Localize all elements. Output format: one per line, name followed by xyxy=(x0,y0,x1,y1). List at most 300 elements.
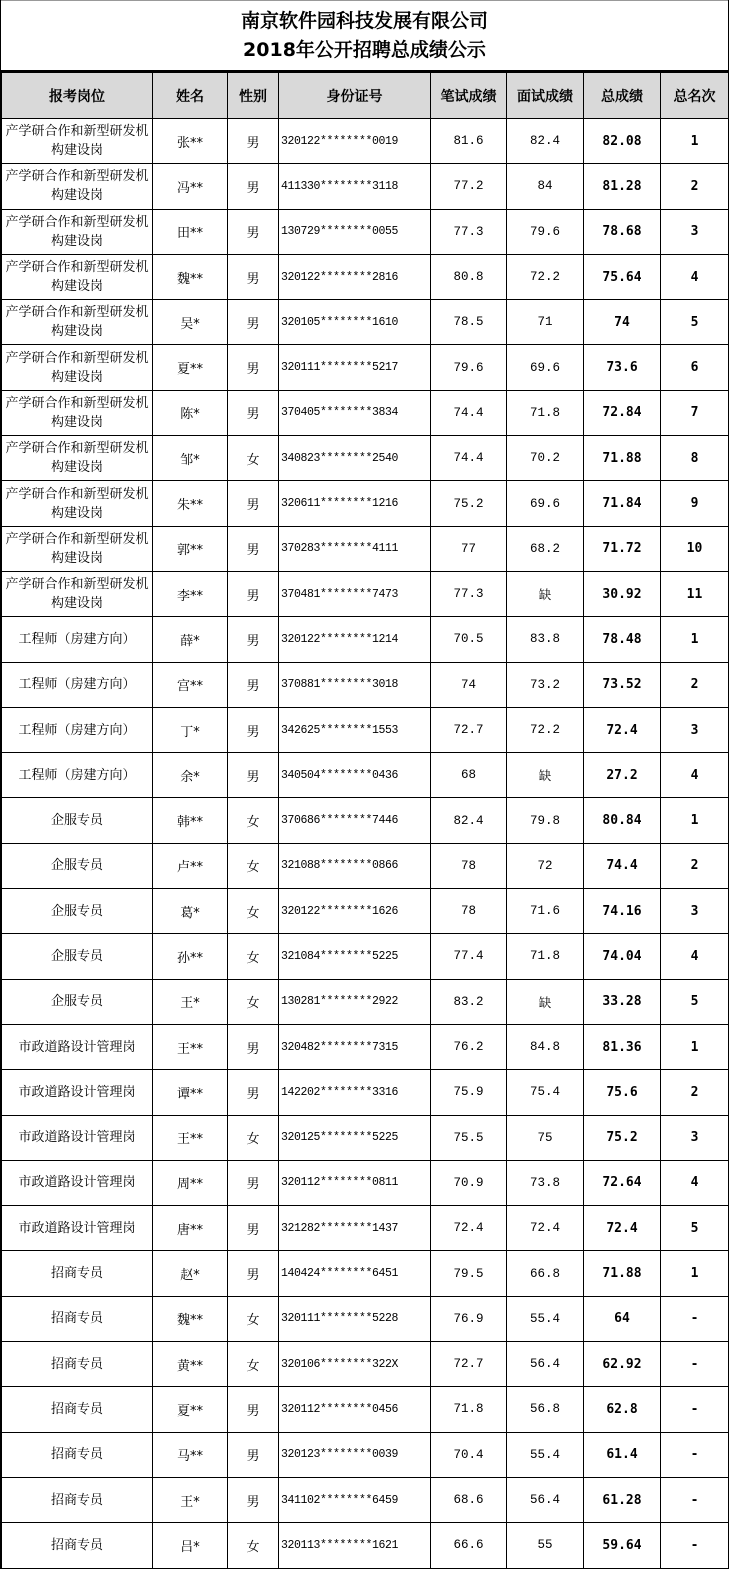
position-cell: 市政道路设计管理岗 xyxy=(2,1070,153,1115)
id-number-cell: 130281********2922 xyxy=(279,979,431,1024)
table-row xyxy=(2,300,729,345)
gender-cell: 男 xyxy=(228,390,279,435)
id-number-cell: 140424********6451 xyxy=(279,1251,431,1296)
table-row xyxy=(2,707,729,752)
name-cell: 赵* xyxy=(153,1251,228,1296)
gender-cell: 男 xyxy=(228,662,279,707)
name-cell: 王** xyxy=(153,1024,228,1069)
total-score-cell: 75.64 xyxy=(584,254,661,299)
total-score-cell: 27.2 xyxy=(584,753,661,798)
rank-cell: 3 xyxy=(661,707,729,752)
written-score-cell: 70.9 xyxy=(431,1160,507,1205)
written-score-cell: 82.4 xyxy=(431,798,507,843)
table-row xyxy=(2,1070,729,1115)
name-cell: 唐** xyxy=(153,1206,228,1251)
table-row xyxy=(2,436,729,481)
id-number-cell: 411330********3118 xyxy=(279,164,431,209)
written-score-cell: 77 xyxy=(431,526,507,571)
id-number-cell: 320105********1610 xyxy=(279,300,431,345)
name-cell: 孙** xyxy=(153,934,228,979)
total-score-cell: 73.52 xyxy=(584,662,661,707)
name-cell: 邹* xyxy=(153,436,228,481)
table-row xyxy=(2,481,729,526)
name-cell: 王** xyxy=(153,1115,228,1160)
position-cell: 招商专员 xyxy=(2,1251,153,1296)
written-score-cell: 75.9 xyxy=(431,1070,507,1115)
table-row xyxy=(2,1477,729,1522)
written-score-cell: 76.2 xyxy=(431,1024,507,1069)
id-number-cell: 370881********3018 xyxy=(279,662,431,707)
id-number-cell: 320122********1626 xyxy=(279,889,431,934)
header-id-number: 身份证号 xyxy=(279,73,431,119)
id-number-cell: 340504********0436 xyxy=(279,753,431,798)
gender-cell: 男 xyxy=(228,481,279,526)
interview-score-cell: 72.4 xyxy=(507,1206,584,1251)
id-number-cell: 370405********3834 xyxy=(279,390,431,435)
position-cell: 产学研合作和新型研发机构建设岗 xyxy=(2,300,153,345)
rank-cell: 1 xyxy=(661,798,729,843)
interview-score-cell: 82.4 xyxy=(507,119,584,164)
rank-cell: 3 xyxy=(661,209,729,254)
interview-score-cell: 69.6 xyxy=(507,345,584,390)
total-score-cell: 30.92 xyxy=(584,571,661,616)
table-row xyxy=(2,571,729,616)
rank-cell: 7 xyxy=(661,390,729,435)
table-row xyxy=(2,1342,729,1387)
position-cell: 招商专员 xyxy=(2,1296,153,1341)
interview-score-cell: 75 xyxy=(507,1115,584,1160)
name-cell: 韩** xyxy=(153,798,228,843)
header-rank: 总名次 xyxy=(661,73,729,119)
gender-cell: 男 xyxy=(228,1070,279,1115)
rank-cell: 2 xyxy=(661,843,729,888)
rank-cell: - xyxy=(661,1342,729,1387)
interview-score-cell: 71 xyxy=(507,300,584,345)
document-title xyxy=(1,0,728,72)
gender-cell: 男 xyxy=(228,254,279,299)
gender-cell: 男 xyxy=(228,526,279,571)
table-row xyxy=(2,1160,729,1205)
title-subject: 2018年公开招聘总成绩公示 xyxy=(243,38,486,61)
gender-cell: 男 xyxy=(228,345,279,390)
table-row xyxy=(2,934,729,979)
id-number-cell: 320106********322X xyxy=(279,1342,431,1387)
position-cell: 市政道路设计管理岗 xyxy=(2,1206,153,1251)
name-cell: 王* xyxy=(153,1477,228,1522)
total-score-cell: 71.72 xyxy=(584,526,661,571)
written-score-cell: 71.8 xyxy=(431,1387,507,1432)
position-cell: 产学研合作和新型研发机构建设岗 xyxy=(2,164,153,209)
id-number-cell: 341102********6459 xyxy=(279,1477,431,1522)
name-cell: 李** xyxy=(153,571,228,616)
position-cell: 招商专员 xyxy=(2,1432,153,1477)
position-cell: 市政道路设计管理岗 xyxy=(2,1024,153,1069)
rank-cell: 1 xyxy=(661,119,729,164)
written-score-cell: 66.6 xyxy=(431,1523,507,1568)
header-total-score: 总成绩 xyxy=(584,73,661,119)
name-cell: 夏** xyxy=(153,345,228,390)
gender-cell: 男 xyxy=(228,1432,279,1477)
interview-score-cell: 56.8 xyxy=(507,1387,584,1432)
rank-cell: - xyxy=(661,1296,729,1341)
header-interview-score: 面试成绩 xyxy=(507,73,584,119)
interview-score-cell: 缺 xyxy=(507,571,584,616)
gender-cell: 男 xyxy=(228,1160,279,1205)
position-cell: 产学研合作和新型研发机构建设岗 xyxy=(2,390,153,435)
gender-cell: 男 xyxy=(228,209,279,254)
written-score-cell: 68 xyxy=(431,753,507,798)
table-row xyxy=(2,526,729,571)
written-score-cell: 74 xyxy=(431,662,507,707)
id-number-cell: 340823********2540 xyxy=(279,436,431,481)
id-number-cell: 320112********0456 xyxy=(279,1387,431,1432)
total-score-cell: 74.4 xyxy=(584,843,661,888)
table-row xyxy=(2,979,729,1024)
rank-cell: 2 xyxy=(661,1070,729,1115)
position-cell: 产学研合作和新型研发机构建设岗 xyxy=(2,345,153,390)
written-score-cell: 79.5 xyxy=(431,1251,507,1296)
table-row xyxy=(2,345,729,390)
gender-cell: 女 xyxy=(228,1523,279,1568)
rank-cell: - xyxy=(661,1477,729,1522)
gender-cell: 女 xyxy=(228,1342,279,1387)
name-cell: 吴* xyxy=(153,300,228,345)
table-row xyxy=(2,1523,729,1568)
total-score-cell: 72.84 xyxy=(584,390,661,435)
name-cell: 余* xyxy=(153,753,228,798)
id-number-cell: 321282********1437 xyxy=(279,1206,431,1251)
table-row xyxy=(2,1387,729,1432)
gender-cell: 女 xyxy=(228,889,279,934)
gender-cell: 男 xyxy=(228,571,279,616)
name-cell: 朱** xyxy=(153,481,228,526)
total-score-cell: 59.64 xyxy=(584,1523,661,1568)
written-score-cell: 78 xyxy=(431,889,507,934)
id-number-cell: 320482********7315 xyxy=(279,1024,431,1069)
id-number-cell: 320122********0019 xyxy=(279,119,431,164)
written-score-cell: 75.2 xyxy=(431,481,507,526)
written-score-cell: 72.4 xyxy=(431,1206,507,1251)
table-row xyxy=(2,390,729,435)
position-cell: 企服专员 xyxy=(2,798,153,843)
interview-score-cell: 72 xyxy=(507,843,584,888)
interview-score-cell: 72.2 xyxy=(507,707,584,752)
name-cell: 周** xyxy=(153,1160,228,1205)
total-score-cell: 78.48 xyxy=(584,617,661,662)
rank-cell: 5 xyxy=(661,300,729,345)
total-score-cell: 71.88 xyxy=(584,436,661,481)
id-number-cell: 370686********7446 xyxy=(279,798,431,843)
total-score-cell: 75.6 xyxy=(584,1070,661,1115)
written-score-cell: 83.2 xyxy=(431,979,507,1024)
interview-score-cell: 84 xyxy=(507,164,584,209)
position-cell: 产学研合作和新型研发机构建设岗 xyxy=(2,526,153,571)
total-score-cell: 71.88 xyxy=(584,1251,661,1296)
rank-cell: 4 xyxy=(661,254,729,299)
rank-cell: 2 xyxy=(661,164,729,209)
name-cell: 吕* xyxy=(153,1523,228,1568)
id-number-cell: 320611********1216 xyxy=(279,481,431,526)
name-cell: 张** xyxy=(153,119,228,164)
position-cell: 招商专员 xyxy=(2,1477,153,1522)
position-cell: 企服专员 xyxy=(2,843,153,888)
gender-cell: 女 xyxy=(228,843,279,888)
table-row xyxy=(2,1251,729,1296)
position-cell: 招商专员 xyxy=(2,1523,153,1568)
written-score-cell: 74.4 xyxy=(431,436,507,481)
position-cell: 产学研合作和新型研发机构建设岗 xyxy=(2,571,153,616)
table-row xyxy=(2,753,729,798)
position-cell: 产学研合作和新型研发机构建设岗 xyxy=(2,209,153,254)
position-cell: 产学研合作和新型研发机构建设岗 xyxy=(2,254,153,299)
interview-score-cell: 71.8 xyxy=(507,390,584,435)
gender-cell: 女 xyxy=(228,934,279,979)
total-score-cell: 72.4 xyxy=(584,1206,661,1251)
written-score-cell: 70.4 xyxy=(431,1432,507,1477)
name-cell: 丁* xyxy=(153,707,228,752)
interview-score-cell: 68.2 xyxy=(507,526,584,571)
total-score-cell: 72.4 xyxy=(584,707,661,752)
position-cell: 工程师（房建方向） xyxy=(2,662,153,707)
gender-cell: 女 xyxy=(228,436,279,481)
rank-cell: 5 xyxy=(661,1206,729,1251)
total-score-cell: 74.04 xyxy=(584,934,661,979)
rank-cell: 2 xyxy=(661,662,729,707)
interview-score-cell: 73.2 xyxy=(507,662,584,707)
name-cell: 魏** xyxy=(153,1296,228,1341)
rank-cell: 11 xyxy=(661,571,729,616)
id-number-cell: 370283********4111 xyxy=(279,526,431,571)
table-row xyxy=(2,617,729,662)
total-score-cell: 64 xyxy=(584,1296,661,1341)
interview-score-cell: 72.2 xyxy=(507,254,584,299)
interview-score-cell: 71.6 xyxy=(507,889,584,934)
written-score-cell: 76.9 xyxy=(431,1296,507,1341)
position-cell: 产学研合作和新型研发机构建设岗 xyxy=(2,481,153,526)
gender-cell: 男 xyxy=(228,753,279,798)
total-score-cell: 74 xyxy=(584,300,661,345)
interview-score-cell: 55 xyxy=(507,1523,584,1568)
total-score-cell: 82.08 xyxy=(584,119,661,164)
name-cell: 薛* xyxy=(153,617,228,662)
name-cell: 王* xyxy=(153,979,228,1024)
id-number-cell: 321084********5225 xyxy=(279,934,431,979)
id-number-cell: 320111********5228 xyxy=(279,1296,431,1341)
rank-cell: - xyxy=(661,1523,729,1568)
id-number-cell: 320122********2816 xyxy=(279,254,431,299)
interview-score-cell: 79.6 xyxy=(507,209,584,254)
total-score-cell: 71.84 xyxy=(584,481,661,526)
gender-cell: 男 xyxy=(228,300,279,345)
rank-cell: 1 xyxy=(661,1251,729,1296)
total-score-cell: 61.28 xyxy=(584,1477,661,1522)
table-row xyxy=(2,209,729,254)
table-row xyxy=(2,889,729,934)
total-score-cell: 62.8 xyxy=(584,1387,661,1432)
table-row xyxy=(2,164,729,209)
gender-cell: 女 xyxy=(228,798,279,843)
gender-cell: 男 xyxy=(228,1206,279,1251)
interview-score-cell: 71.8 xyxy=(507,934,584,979)
title-company: 南京软件园科技发展有限公司 xyxy=(240,9,488,32)
gender-cell: 男 xyxy=(228,1251,279,1296)
name-cell: 魏** xyxy=(153,254,228,299)
table-row xyxy=(2,119,729,164)
total-score-cell: 78.68 xyxy=(584,209,661,254)
interview-score-cell: 79.8 xyxy=(507,798,584,843)
name-cell: 谭** xyxy=(153,1070,228,1115)
header-written-score: 笔试成绩 xyxy=(431,73,507,119)
position-cell: 市政道路设计管理岗 xyxy=(2,1115,153,1160)
gender-cell: 女 xyxy=(228,1115,279,1160)
rank-cell: 6 xyxy=(661,345,729,390)
id-number-cell: 320123********0039 xyxy=(279,1432,431,1477)
table-row xyxy=(2,1024,729,1069)
written-score-cell: 77.2 xyxy=(431,164,507,209)
rank-cell: 9 xyxy=(661,481,729,526)
written-score-cell: 74.4 xyxy=(431,390,507,435)
id-number-cell: 342625********1553 xyxy=(279,707,431,752)
rank-cell: 5 xyxy=(661,979,729,1024)
position-cell: 企服专员 xyxy=(2,934,153,979)
id-number-cell: 320113********1621 xyxy=(279,1523,431,1568)
id-number-cell: 320112********0811 xyxy=(279,1160,431,1205)
header-name: 姓名 xyxy=(153,73,228,119)
rank-cell: 1 xyxy=(661,1024,729,1069)
name-cell: 冯** xyxy=(153,164,228,209)
interview-score-cell: 69.6 xyxy=(507,481,584,526)
written-score-cell: 81.6 xyxy=(431,119,507,164)
total-score-cell: 73.6 xyxy=(584,345,661,390)
position-cell: 产学研合作和新型研发机构建设岗 xyxy=(2,119,153,164)
rank-cell: - xyxy=(661,1387,729,1432)
gender-cell: 男 xyxy=(228,119,279,164)
rank-cell: 1 xyxy=(661,617,729,662)
total-score-cell: 80.84 xyxy=(584,798,661,843)
interview-score-cell: 56.4 xyxy=(507,1477,584,1522)
gender-cell: 男 xyxy=(228,1387,279,1432)
rank-cell: 3 xyxy=(661,1115,729,1160)
written-score-cell: 77.4 xyxy=(431,934,507,979)
written-score-cell: 77.3 xyxy=(431,571,507,616)
total-score-cell: 62.92 xyxy=(584,1342,661,1387)
total-score-cell: 75.2 xyxy=(584,1115,661,1160)
header-position: 报考岗位 xyxy=(2,73,153,119)
header-gender: 性别 xyxy=(228,73,279,119)
rank-cell: 10 xyxy=(661,526,729,571)
interview-score-cell: 66.8 xyxy=(507,1251,584,1296)
id-number-cell: 370481********7473 xyxy=(279,571,431,616)
interview-score-cell: 缺 xyxy=(507,753,584,798)
name-cell: 卢** xyxy=(153,843,228,888)
total-score-cell: 81.28 xyxy=(584,164,661,209)
results-table xyxy=(1,72,729,1569)
interview-score-cell: 73.8 xyxy=(507,1160,584,1205)
gender-cell: 男 xyxy=(228,1024,279,1069)
interview-score-cell: 84.8 xyxy=(507,1024,584,1069)
interview-score-cell: 83.8 xyxy=(507,617,584,662)
gender-cell: 男 xyxy=(228,617,279,662)
table-row xyxy=(2,662,729,707)
written-score-cell: 78.5 xyxy=(431,300,507,345)
interview-score-cell: 55.4 xyxy=(507,1432,584,1477)
name-cell: 宫** xyxy=(153,662,228,707)
written-score-cell: 70.5 xyxy=(431,617,507,662)
rank-cell: - xyxy=(661,1432,729,1477)
position-cell: 招商专员 xyxy=(2,1342,153,1387)
position-cell: 工程师（房建方向） xyxy=(2,617,153,662)
written-score-cell: 78 xyxy=(431,843,507,888)
rank-cell: 4 xyxy=(661,934,729,979)
table-header-row xyxy=(2,73,729,119)
written-score-cell: 80.8 xyxy=(431,254,507,299)
name-cell: 郭** xyxy=(153,526,228,571)
total-score-cell: 74.16 xyxy=(584,889,661,934)
name-cell: 田** xyxy=(153,209,228,254)
id-number-cell: 130729********0055 xyxy=(279,209,431,254)
total-score-cell: 72.64 xyxy=(584,1160,661,1205)
written-score-cell: 72.7 xyxy=(431,1342,507,1387)
table-row xyxy=(2,843,729,888)
name-cell: 马** xyxy=(153,1432,228,1477)
name-cell: 黄** xyxy=(153,1342,228,1387)
written-score-cell: 68.6 xyxy=(431,1477,507,1522)
id-number-cell: 142202********3316 xyxy=(279,1070,431,1115)
total-score-cell: 81.36 xyxy=(584,1024,661,1069)
rank-cell: 4 xyxy=(661,1160,729,1205)
table-row xyxy=(2,254,729,299)
gender-cell: 男 xyxy=(228,1477,279,1522)
position-cell: 产学研合作和新型研发机构建设岗 xyxy=(2,436,153,481)
total-score-cell: 33.28 xyxy=(584,979,661,1024)
table-row xyxy=(2,1115,729,1160)
table-row xyxy=(2,1296,729,1341)
position-cell: 工程师（房建方向） xyxy=(2,753,153,798)
table-row xyxy=(2,1206,729,1251)
position-cell: 企服专员 xyxy=(2,889,153,934)
written-score-cell: 77.3 xyxy=(431,209,507,254)
id-number-cell: 320122********1214 xyxy=(279,617,431,662)
position-cell: 招商专员 xyxy=(2,1387,153,1432)
written-score-cell: 75.5 xyxy=(431,1115,507,1160)
interview-score-cell: 75.4 xyxy=(507,1070,584,1115)
gender-cell: 女 xyxy=(228,1296,279,1341)
written-score-cell: 72.7 xyxy=(431,707,507,752)
interview-score-cell: 55.4 xyxy=(507,1296,584,1341)
id-number-cell: 320125********5225 xyxy=(279,1115,431,1160)
id-number-cell: 321088********0866 xyxy=(279,843,431,888)
interview-score-cell: 56.4 xyxy=(507,1342,584,1387)
name-cell: 陈* xyxy=(153,390,228,435)
gender-cell: 男 xyxy=(228,707,279,752)
rank-cell: 3 xyxy=(661,889,729,934)
name-cell: 葛* xyxy=(153,889,228,934)
interview-score-cell: 70.2 xyxy=(507,436,584,481)
position-cell: 市政道路设计管理岗 xyxy=(2,1160,153,1205)
gender-cell: 女 xyxy=(228,979,279,1024)
id-number-cell: 320111********5217 xyxy=(279,345,431,390)
table-body xyxy=(2,119,729,1569)
rank-cell: 4 xyxy=(661,753,729,798)
total-score-cell: 61.4 xyxy=(584,1432,661,1477)
position-cell: 工程师（房建方向） xyxy=(2,707,153,752)
rank-cell: 8 xyxy=(661,436,729,481)
table-row xyxy=(2,798,729,843)
table-row xyxy=(2,1432,729,1477)
name-cell: 夏** xyxy=(153,1387,228,1432)
written-score-cell: 79.6 xyxy=(431,345,507,390)
gender-cell: 男 xyxy=(228,164,279,209)
